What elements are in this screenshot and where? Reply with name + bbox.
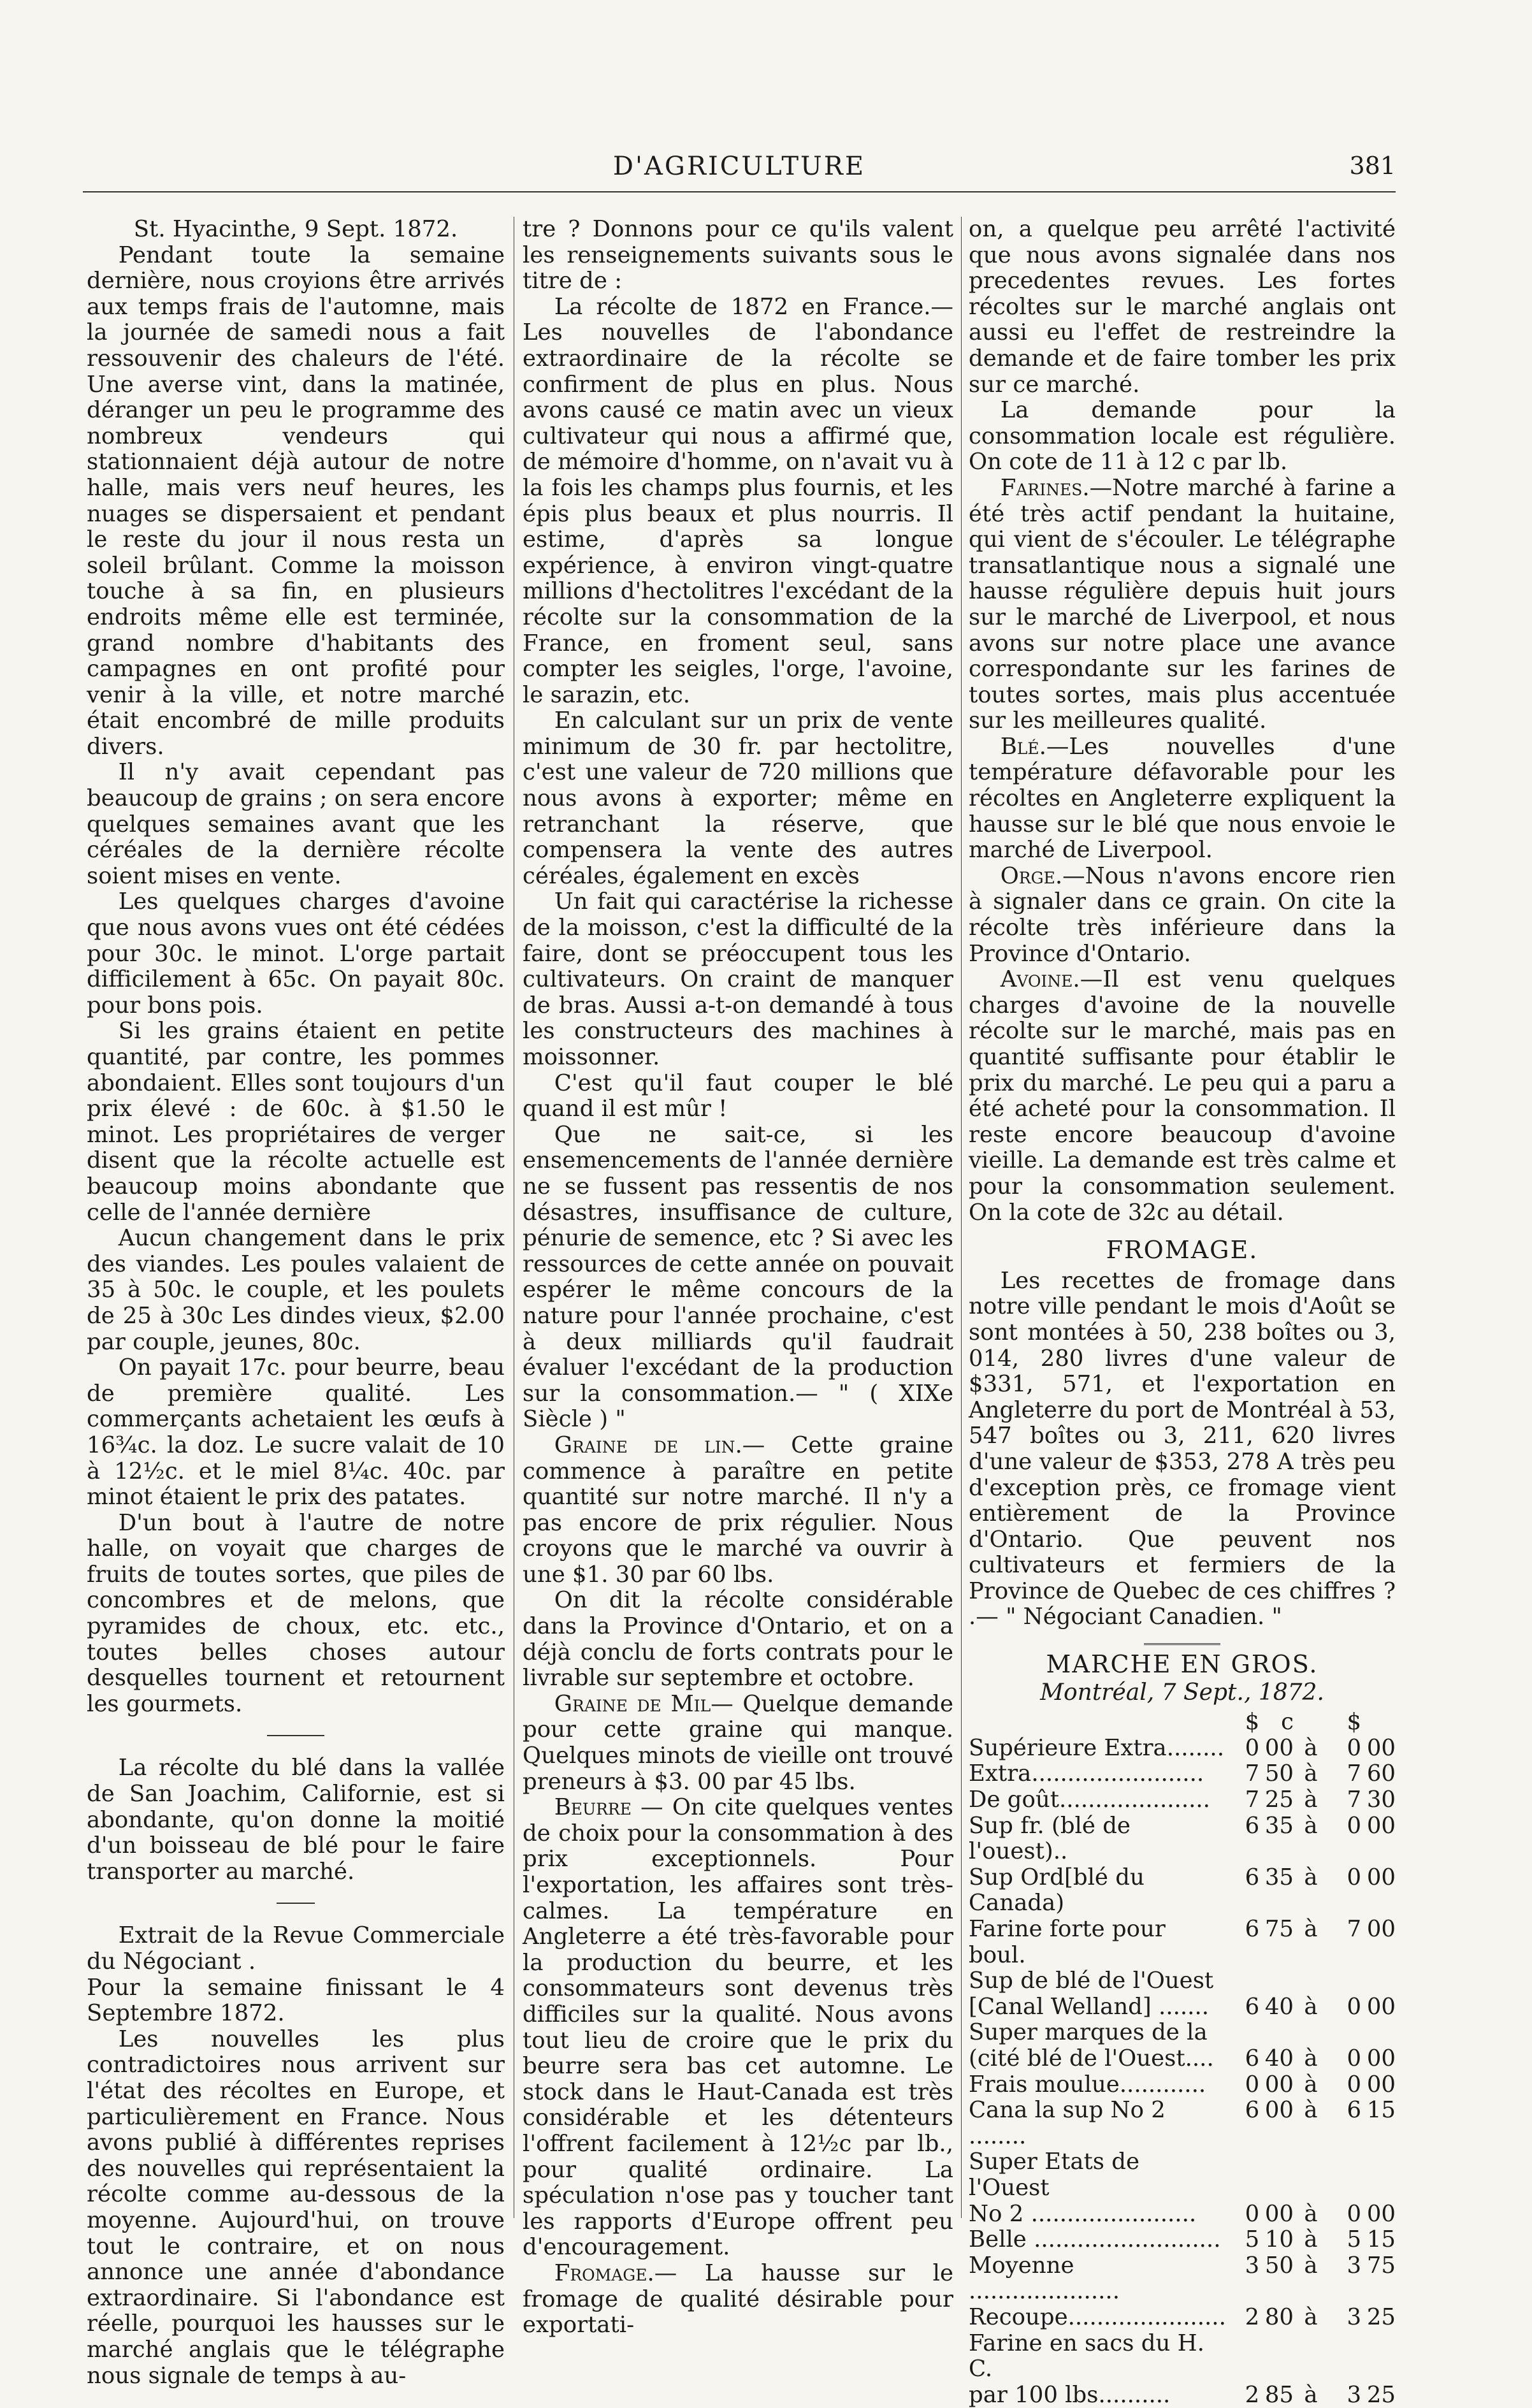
price-value: 6 bbox=[1245, 1916, 1260, 1942]
price-value: à bbox=[1304, 1993, 1318, 2020]
price-value bbox=[1328, 2020, 1361, 2046]
price-row bbox=[969, 2227, 1396, 2253]
price-item-label: Sup Ord[blé du Canada) bbox=[969, 1864, 1145, 1917]
price-item-label: Farine en sacs du H. C. bbox=[969, 2330, 1204, 2383]
price-value: 40 bbox=[1264, 2045, 1294, 2071]
section-label: Avoine. bbox=[1000, 966, 1080, 993]
price-value: 0 bbox=[1347, 1734, 1362, 1761]
price-value: 35 bbox=[1264, 1812, 1294, 1839]
section-text: —Il est venu quelques charges d'avoine de la nouvelle récolte sur le marché, mais pas en quantité suffisante pour établir le prix du marché. Le peu qui a paru a été acheté pour la consommation. Il reste encore beaucoup d'avoine vieille. La demande est très calme et pour la consommation seulement. On la cote de 32c au détail. bbox=[969, 966, 1396, 1226]
dollar-column-label: $ bbox=[1245, 1709, 1260, 1736]
price-item-label: Belle .......................... bbox=[969, 2226, 1221, 2253]
price-row bbox=[969, 2383, 1396, 2408]
price-item-label: (cité blé de l'Ouest.... bbox=[969, 2045, 1214, 2071]
paragraph: La récolte du blé dans la vallée de San Joachim, Californie, est si abondante, qu'on donne la moitié d'un boisseau de blé pour le faire transporter au marché. bbox=[87, 1755, 505, 1885]
price-value: à bbox=[1304, 2045, 1318, 2071]
paragraph: Aucun changement dans le prix des viandes. Les poules valaient de 35 à 50c. le couple, et les poulets de 25 à 30c Les dindes vieux, $2.00 par couple, jeunes, 80c. bbox=[87, 1225, 505, 1355]
price-row bbox=[969, 1917, 1396, 1968]
paragraph: Les nouvelles les plus contradictoires nous arrivent sur l'état des récoltes en Europe, et particulièrement en France. Nous avons publié à différentes reprises des nouvelles qui représentaient la récolte comme au-dessous de la moyenne. Aujourd'hui, on trouve tout le contraire, et on nous annonce une année d'abondance extraordinaire. Si l'abondance est réelle, pourquoi les hausses sur le marché anglais que le télégraphe nous signale de temps à au- bbox=[87, 2026, 505, 2389]
paragraph bbox=[523, 1795, 953, 2261]
paragraph: La demande pour la consommation locale est régulière. On cote de 11 à 12 c par lb. bbox=[969, 397, 1396, 475]
market-heading: MARCHE EN GROS. bbox=[1046, 1650, 1319, 1679]
price-value: 25 bbox=[1366, 2381, 1396, 2408]
paragraph: Les recettes de fromage dans notre ville pendant le mois d'Août se sont montées à 50, 238 boîtes ou 3, 014, 280 livres d'une valeur de $331, 571, et l'exportation en Angleterre du port de Montréal à 53, 547 boîtes ou 3, 211, 620 livres d'une valeur de $353, 278 A très peu d'exception près, ce fromage vient entièrement de la Province d'Ontario. Que peuvent nos cultivateurs et fermiers de la Province de Quebec de ces chiffres ? .— " Négociant Canadien. " bbox=[969, 1267, 1396, 1630]
price-row bbox=[969, 2098, 1396, 2149]
price-value: 00 bbox=[1264, 2097, 1294, 2124]
price-value: 00 bbox=[1366, 2071, 1396, 2098]
column-1 bbox=[87, 216, 505, 2389]
paragraph: La récolte de 1872 en France.— Les nouvelles de l'abondance extraordinaire de la récolte se confirment de plus en plus. Nous avons causé ce matin avec un vieux cultivateur qui nous a affirmé que, de mémoire d'homme, on n'avait vu à la fois les champs plus fournis, et les épis plus beaux et plus nourris. Il estime, d'après sa longue expérience, à environ vingt-quatre millions d'hectolitres l'excédant de la récolte sur la consommation de la France, en froment seul, sans compter les seigles, l'orge, l'avoine, le sarazin, etc. bbox=[523, 293, 953, 708]
price-value bbox=[1361, 2331, 1396, 2383]
price-value: 00 bbox=[1366, 1734, 1396, 1761]
price-value: 5 bbox=[1245, 2226, 1260, 2253]
price-row bbox=[969, 2305, 1396, 2331]
price-value: 35 bbox=[1264, 1864, 1294, 1890]
price-value: 00 bbox=[1264, 2200, 1294, 2227]
price-value bbox=[1294, 1968, 1328, 1994]
section-separator bbox=[277, 1903, 315, 1904]
section-label: Beurre bbox=[554, 1794, 632, 1821]
price-value: 30 bbox=[1366, 1787, 1396, 1813]
column-2 bbox=[523, 216, 953, 2339]
price-row bbox=[969, 1865, 1396, 1917]
price-value: 6 bbox=[1245, 1812, 1260, 1839]
price-value: 3 bbox=[1347, 2252, 1362, 2279]
price-value bbox=[1226, 2149, 1259, 2201]
paragraph: C'est qu'il faut couper le blé quand il est mûr ! bbox=[523, 1070, 953, 1122]
price-value: 6 bbox=[1245, 1864, 1260, 1890]
section-label: Farines. bbox=[1000, 474, 1090, 501]
price-value: 80 bbox=[1264, 2303, 1294, 2330]
price-value: 00 bbox=[1366, 2200, 1396, 2227]
price-item-label: Sup de blé de l'Ouest bbox=[969, 1968, 1214, 1994]
price-value bbox=[1259, 1968, 1294, 1994]
section-text: —Les nouvelles d'une température défavorable pour les récoltes en Angleterre expliquent la hausse sur le blé que nous envoie le marché de Liverpool. bbox=[969, 733, 1396, 864]
section-text: — On cite quelques ventes de choix pour la consommation à des prix exceptionnels. Pour l'exportation, les affaires sont très-calmes. La température en Angleterre a été très-favorable pour la production du beurre, et les consommateurs sont devenus très difficiles sur la qualité. Nous avons tout lieu de croire que le prix du beurre sera bas cet automne. Le stock dans le Haut-Canada est très considérable et les détenteurs l'offrent facilement à 12½c par lb., pour qualité ordinaire. La spéculation n'ose pas y toucher tant les rapports d'Europe offrent peu d'encouragement. bbox=[523, 1794, 953, 2261]
paragraph: En calculant sur un prix de vente minimum de 30 fr. par hectolitre, c'est une valeur de 720 millions que nous avons à exporter; même en retranchant la réserve, que compensera la vente des autres céréales, également en excès bbox=[523, 707, 953, 889]
price-row bbox=[969, 1736, 1396, 1762]
price-row bbox=[969, 2149, 1396, 2201]
price-value: 50 bbox=[1264, 2252, 1294, 2279]
price-value: à bbox=[1304, 2303, 1318, 2330]
price-value: 50 bbox=[1264, 1760, 1294, 1787]
section-label: Orge. bbox=[1000, 862, 1063, 889]
price-row bbox=[969, 1813, 1396, 1865]
price-item-label: Farine forte pour boul. bbox=[969, 1916, 1166, 1968]
price-value: à bbox=[1304, 2252, 1318, 2279]
price-value bbox=[1361, 2020, 1396, 2046]
price-value: 0 bbox=[1347, 2200, 1362, 2227]
paragraph bbox=[969, 475, 1396, 734]
price-item-label: Cana la sup No 2 ........ bbox=[969, 2097, 1166, 2149]
paragraph: Un fait qui caractérise la richesse de la moisson, c'est la difficulté de la faire, dont se préoccupent tous les cultivateurs. On craint de manquer de bras. Aussi a-t-on demandé à tous les constructeurs des machines à moissonner. bbox=[523, 888, 953, 1070]
price-value bbox=[1328, 2149, 1361, 2201]
price-value bbox=[1226, 2020, 1259, 2046]
price-value: 3 bbox=[1347, 2381, 1362, 2408]
price-value: 6 bbox=[1245, 1993, 1260, 2020]
price-value: 7 bbox=[1245, 1787, 1260, 1813]
price-value: 25 bbox=[1264, 1787, 1294, 1813]
cent-column-label: c bbox=[1281, 1709, 1294, 1736]
price-value: 00 bbox=[1366, 1993, 1396, 2020]
price-value: 2 bbox=[1245, 2303, 1260, 2330]
price-item-label: Moyenne ..................... bbox=[969, 2252, 1120, 2305]
price-value: à bbox=[1304, 1734, 1318, 1761]
price-value: 85 bbox=[1264, 2381, 1294, 2408]
price-value: 3 bbox=[1245, 2252, 1260, 2279]
price-value: 75 bbox=[1264, 1916, 1294, 1942]
page-number: 381 bbox=[1349, 152, 1396, 180]
price-row bbox=[969, 2020, 1396, 2046]
price-item-label: [Canal Welland] ....... bbox=[969, 1993, 1210, 2020]
paragraph bbox=[969, 734, 1396, 864]
price-value: 60 bbox=[1366, 1760, 1396, 1787]
dateline: St. Hyacinthe, 9 Sept. 1872. bbox=[133, 216, 458, 242]
price-row bbox=[969, 2072, 1396, 2098]
price-value bbox=[1259, 2020, 1294, 2046]
paragraph bbox=[969, 864, 1396, 967]
price-row bbox=[969, 2046, 1396, 2072]
price-value: à bbox=[1304, 2097, 1318, 2124]
price-value: à bbox=[1304, 2071, 1318, 2098]
price-value bbox=[1259, 2331, 1294, 2383]
paragraph: Que ne sait-ce, si les ensemencements de l'année dernière ne se fussent pas ressentis de nos désastres, insuffisance de culture, pénurie de semence, etc ? Si avec les ressources de cette année on pouvait espérer le même concours de la nature pour l'année prochaine, c'est à deux milliards qu'il faudrait évaluer l'excédant de la production sur la consommation.— " ( XIXe Siècle ) " bbox=[523, 1121, 953, 1433]
ornament-rule bbox=[1144, 1643, 1220, 1645]
price-value: 7 bbox=[1245, 1760, 1260, 1787]
price-value: 0 bbox=[1245, 1734, 1260, 1761]
price-value: à bbox=[1304, 2381, 1318, 2408]
price-row bbox=[969, 1761, 1396, 1787]
section-label: Graine de lin. bbox=[554, 1432, 742, 1458]
price-row bbox=[969, 2253, 1396, 2305]
price-value bbox=[1294, 2149, 1328, 2201]
price-value bbox=[1226, 2331, 1259, 2383]
price-table bbox=[969, 1709, 1396, 2408]
price-value: 0 bbox=[1347, 1812, 1362, 1839]
price-value: 6 bbox=[1245, 2097, 1260, 2124]
price-value: 00 bbox=[1366, 1812, 1396, 1839]
paragraph bbox=[969, 967, 1396, 1226]
price-value: 0 bbox=[1245, 2071, 1260, 2098]
price-value: 75 bbox=[1366, 2252, 1396, 2279]
section-separator bbox=[267, 1735, 324, 1736]
section-heading: FROMAGE. bbox=[1106, 1236, 1259, 1265]
paragraph bbox=[523, 2261, 953, 2339]
price-value: 7 bbox=[1347, 1787, 1362, 1813]
section-text: —Notre marché à farine a été très actif pendant la huitaine, qui vient de s'écouler. Le télégraphe transatlantique nous a signalé une hausse régulière depuis huit jours sur le marché de Liverpool, et nous avons sur notre place une avance correspondante sur les farines de toutes sortes, mais plus accentuée sur les meilleures qualité. bbox=[969, 474, 1396, 734]
price-item-label: No 2 ....................... bbox=[969, 2200, 1197, 2227]
price-item-label: par 100 lbs.......... bbox=[969, 2381, 1171, 2408]
price-value: 10 bbox=[1264, 2226, 1294, 2253]
paragraph: Les quelques charges d'avoine que nous avons vues ont été cédées pour 30c. le minot. L'orge partait difficilement à 65c. On payait 80c. pour bons pois. bbox=[87, 888, 505, 1019]
price-value bbox=[1361, 1968, 1396, 1994]
price-value: 0 bbox=[1347, 2071, 1362, 2098]
paragraph: On dit la récolte considérable dans la Province d'Ontario, et on a déjà conclu de forts contrats pour le livrable sur septembre et octobre. bbox=[523, 1587, 953, 1692]
price-value: à bbox=[1304, 2226, 1318, 2253]
paragraph: Il n'y avait cependant pas beaucoup de grains ; on sera encore quelques semaines avant que les céréales de la dernière récolte soient mises en vente. bbox=[87, 759, 505, 889]
price-value: 5 bbox=[1347, 2226, 1362, 2253]
paragraph: Pendant toute la semaine dernière, nous croyions être arrivés aux temps frais de l'automne, mais la journée de samedi nous a fait ressouvenir des chaleurs de l'été. Une averse vint, dans la matinée, déranger un peu le programme des nombreux vendeurs qui stationnaient déjà autour de notre halle, mais vers neuf heures, les nuages se dispersaient et pendant le reste du jour il nous resta un soleil brûlant. Comme la moisson touche à sa fin, en plusieurs endroits même elle est terminée, grand nombre d'habitants des campagnes en ont profité pour venir à la ville, et notre marché était encombré de mille produits divers. bbox=[87, 242, 505, 760]
section-label: Graine de Mil bbox=[554, 1690, 711, 1717]
price-item-label: Super Etats de l'Ouest bbox=[969, 2149, 1140, 2201]
price-value bbox=[1226, 1968, 1259, 1994]
price-value bbox=[1294, 2020, 1328, 2046]
price-value: à bbox=[1304, 1916, 1318, 1942]
price-value: 15 bbox=[1366, 2097, 1396, 2124]
price-item-label: Recoupe...................... bbox=[969, 2303, 1226, 2330]
price-value: 3 bbox=[1347, 2303, 1362, 2330]
price-row bbox=[969, 2331, 1396, 2383]
paragraph: Si les grains étaient en petite quantité, par contre, les pommes abondaient. Elles sont toujours d'un prix élevé : de 60c. à $1.50 le minot. Les propriétaires de verger disent que la récolte actuelle est beaucoup moins abondante que celle de l'année dernière bbox=[87, 1018, 505, 1226]
section-text: — Cette graine commence à paraître en petite quantité sur notre marché. Il n'y a pas encore de prix régulier. Nous croyons que le marché va ouvrir à une $1. 30 par 60 lbs. bbox=[523, 1432, 953, 1588]
section-text: — Quelque demande pour cette graine qui manque. Quelques minots de vieille ont trouvé preneurs à $3. 00 par 45 lbs. bbox=[523, 1690, 953, 1795]
dollar-column-label: $ bbox=[1347, 1709, 1362, 1736]
running-header bbox=[83, 152, 1396, 190]
price-value: à bbox=[1304, 1812, 1318, 1839]
price-value: à bbox=[1304, 1760, 1318, 1787]
price-value: 0 bbox=[1347, 1993, 1362, 2020]
price-value: 25 bbox=[1366, 2303, 1396, 2330]
price-value: à bbox=[1304, 1787, 1318, 1813]
column-3 bbox=[969, 216, 1396, 2408]
section-text: —Nous n'avons encore rien à signaler dans ce grain. On cite la récolte très inférieure dans la Province d'Ontario. bbox=[969, 862, 1396, 967]
price-value: 6 bbox=[1245, 2045, 1260, 2071]
extract-title: Extrait de la Revue Commerciale du Négociant . bbox=[87, 1922, 505, 1975]
price-value: 0 bbox=[1347, 1864, 1362, 1890]
price-value: à bbox=[1304, 1864, 1318, 1890]
section-label: Blé. bbox=[1000, 733, 1046, 760]
price-value: 2 bbox=[1245, 2381, 1260, 2408]
price-value bbox=[1328, 1968, 1361, 1994]
price-value: 6 bbox=[1347, 2097, 1362, 2124]
price-value: 00 bbox=[1264, 2071, 1294, 2098]
price-value: à bbox=[1304, 2200, 1318, 2227]
section-text: — La hausse sur le fromage de qualité désirable pour exportati- bbox=[523, 2259, 953, 2339]
section-label: Fromage. bbox=[554, 2259, 654, 2286]
price-value: 7 bbox=[1347, 1916, 1362, 1942]
price-item-label: Supérieure Extra........ bbox=[969, 1734, 1224, 1761]
header-rule bbox=[83, 191, 1396, 192]
price-value bbox=[1328, 2331, 1361, 2383]
price-value: 00 bbox=[1366, 1864, 1396, 1890]
price-item-label: Sup fr. (blé de l'ouest).. bbox=[969, 1812, 1131, 1865]
price-row bbox=[969, 1787, 1396, 1813]
price-value: 0 bbox=[1245, 2200, 1260, 2227]
paragraph bbox=[523, 1692, 953, 1795]
running-title: D'AGRICULTURE bbox=[612, 152, 866, 181]
price-value bbox=[1259, 2149, 1294, 2201]
price-item-label: Frais moulue............ bbox=[969, 2071, 1206, 2098]
paragraph: tre ? Donnons pour ce qu'ils valent les renseignements suivants sous le titre de : bbox=[523, 216, 953, 294]
paragraph: Pour la semaine finissant le 4 Septembre 1872. bbox=[87, 1974, 505, 2027]
price-table-header bbox=[969, 1709, 1396, 1736]
price-item-label: Extra........................ bbox=[969, 1760, 1204, 1787]
price-value: 00 bbox=[1264, 1734, 1294, 1761]
price-row bbox=[969, 2201, 1396, 2228]
price-value bbox=[1361, 2149, 1396, 2201]
column-divider-2 bbox=[961, 217, 962, 2218]
price-row bbox=[969, 1968, 1396, 1994]
price-item-label: Super marques de la bbox=[969, 2019, 1208, 2046]
paragraph: On payait 17c. pour beurre, beau de première qualité. Les commerçants achetaient les œufs à 16¾c. la doz. Le sucre valait de 10 à 12½c. et le miel 8¼c. 40c. par minot étaient le prix des patates. bbox=[87, 1354, 505, 1511]
price-value: 00 bbox=[1366, 2045, 1396, 2071]
price-value: 40 bbox=[1264, 1993, 1294, 2020]
price-value: 7 bbox=[1347, 1760, 1362, 1787]
price-value: 0 bbox=[1347, 2045, 1362, 2071]
paragraph bbox=[523, 1433, 953, 1588]
market-date: Montréal, 7 Sept., 1872. bbox=[1040, 1679, 1324, 1706]
price-item-label: De goût..................... bbox=[969, 1787, 1210, 1813]
price-value bbox=[1294, 2331, 1328, 2383]
price-value: 15 bbox=[1366, 2226, 1396, 2253]
price-value: 00 bbox=[1366, 1916, 1396, 1942]
paragraph: D'un bout à l'autre de notre halle, on voyait que charges de fruits de toutes sortes, que piles de concombres et de melons, que pyramides de choux, etc. etc., toutes belles choses autour desquelles tournent et retournent les gourmets. bbox=[87, 1509, 505, 1717]
price-row bbox=[969, 1994, 1396, 2020]
paragraph: on, a quelque peu arrêté l'activité que nous avons signalée dans nos precedentes revues. Les fortes récoltes sur le marché anglais ont aussi eu l'effet de restreindre la demande et de faire tomber les prix sur ce marché. bbox=[969, 216, 1396, 398]
